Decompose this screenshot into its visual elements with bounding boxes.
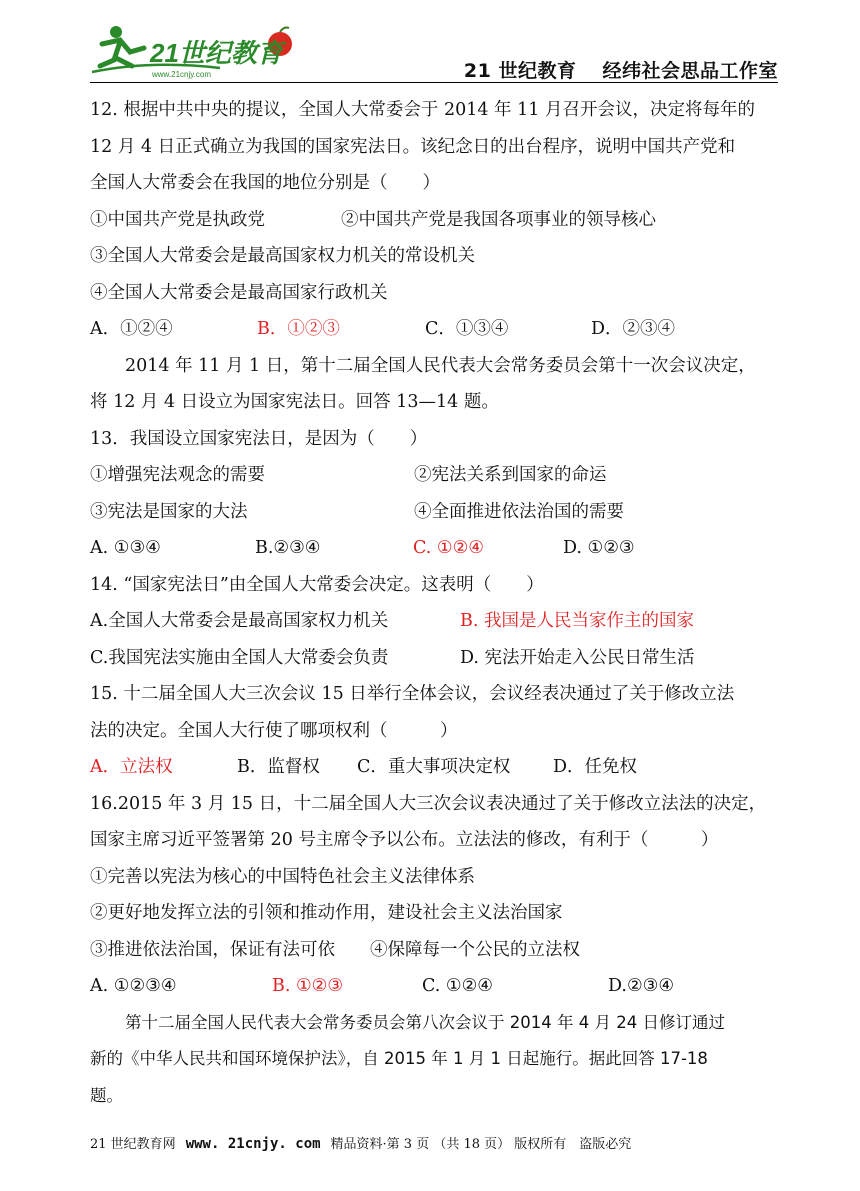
q16-statement-1: ①完善以宪法为核心的中国特色社会主义法律体系 <box>90 866 475 887</box>
q15-options <box>90 749 780 786</box>
q16-statement-3-4: ③推进依法治国，保证有法可依 ④保障每一个公民的立法权 <box>90 939 580 960</box>
q12-statement-row-1 <box>90 202 780 239</box>
q12-statement-1: ①中国共产党是执政党 <box>90 209 265 230</box>
q15-option-c[interactable]: C．重大事项决定权 <box>357 757 511 777</box>
page-footer <box>90 1133 778 1152</box>
q13-statement-3: ③宪法是国家的大法 <box>90 501 248 522</box>
q15-option-d[interactable]: D．任免权 <box>553 757 638 777</box>
q16-stem-1: 16.2015 年 3 月 15 日，十二届全国人大三次会议表决通过了关于修改立法法的决定， <box>90 793 767 814</box>
q13-statement-2: ②宪法关系到国家的命运 <box>414 465 607 485</box>
q14-options-row-1 <box>90 603 780 640</box>
q16-options <box>90 968 780 1005</box>
material-17-18-line-1: 第十二届全国人民代表大会常务委员会第八次会议于 2014 年 4 月 24 日修订通过 <box>125 1012 725 1032</box>
q14-option-b[interactable]: B. 我国是人民当家作主的国家 <box>460 611 694 631</box>
q12-statement-2: ②中国共产党是我国各项事业的领导核心 <box>341 209 656 230</box>
material-13-14-line-2: 将 12 月 4 日设立为国家宪法日。回答 13—14 题。 <box>90 392 499 412</box>
q12-statement-3: ③全国人大常委会是最高国家权力机关的常设机关 <box>90 246 475 266</box>
header-right: 经纬社会思品工作室 <box>602 60 778 82</box>
logo-text: 21世纪教育 <box>150 38 283 68</box>
q12-stem-2: 12 月 4 日正式确立为我国的国家宪法日。该纪念日的出台程序，说明中国共产党和 <box>90 136 736 157</box>
header-left: 21 世纪教育 <box>463 60 577 82</box>
q15-stem-1: 15. 十二届全国人大三次会议 15 日举行全体会议，会议经表决通过了关于修改立法 <box>90 684 735 704</box>
material-17-18-line-2: 新的《中华人民共和国环境保护法》，自 2015 年 1 月 1 日起施行。据此回答 17-18 <box>90 1049 708 1068</box>
q13-statement-row-2 <box>90 494 780 531</box>
q13-option-a[interactable]: A. ①③④ <box>90 538 161 558</box>
header-title <box>464 56 778 83</box>
material-13-14-line-1: 2014 年 11 月 1 日，第十二届全国人民代表大会常务委员会第十一次会议决定， <box>125 355 756 376</box>
site-logo <box>90 22 300 82</box>
page-header <box>90 22 778 84</box>
page-content <box>90 92 780 1114</box>
q13-option-b[interactable]: B.②③④ <box>255 538 321 558</box>
q16-stem-2: 国家主席习近平签署第 20 号主席令予以公布。立法法的修改，有利于（ ） <box>90 830 719 850</box>
footer-site: 21 世纪教育网 <box>90 1137 176 1152</box>
q13-statement-1: ①增强宪法观念的需要 <box>90 465 265 485</box>
header-rule <box>90 82 778 83</box>
q14-stem: 14. “国家宪法日”由全国人大常委会决定。这表明（ ） <box>90 574 544 595</box>
q12-stem-3: 全国人大常委会在我国的地位分别是（ ） <box>90 173 440 193</box>
footer-copyright: 精品资料·第 3 页 （共 18 页） 版权所有 盗版必究 <box>330 1137 632 1152</box>
q12-option-a[interactable]: A．①②④ <box>90 319 173 339</box>
q12-option-d[interactable]: D．②③④ <box>591 319 676 339</box>
q15-option-b[interactable]: B．监督权 <box>237 757 320 777</box>
q14-option-d[interactable]: D. 宪法开始走入公民日常生活 <box>460 647 695 668</box>
q13-option-c[interactable]: C. ①②④ <box>413 538 484 558</box>
q16-option-d[interactable]: D.②③④ <box>608 976 675 996</box>
q12-options <box>90 311 780 348</box>
q15-stem-2: 法的决定。全国人大行使了哪项权利（ ） <box>90 720 458 741</box>
q16-option-a[interactable]: A. ①②③④ <box>90 976 177 996</box>
q16-option-c[interactable]: C. ①②④ <box>422 976 493 996</box>
footer-website[interactable]: www. 21cnjy. com <box>185 1136 321 1152</box>
q16-statement-2: ②更好地发挥立法的引领和推动作用，建设社会主义法治国家 <box>90 903 563 923</box>
q13-option-d[interactable]: D. ①②③ <box>563 538 635 558</box>
q13-statement-row-1 <box>90 457 780 494</box>
q12-option-c[interactable]: C．①③④ <box>425 319 509 339</box>
q15-option-a[interactable]: A．立法权 <box>90 757 173 777</box>
q13-stem: 13．我国设立国家宪法日，是因为（ ） <box>90 428 428 449</box>
logo-url: www.21cnjy.com <box>152 70 211 79</box>
q12-statement-4: ④全国人大常委会是最高国家行政机关 <box>90 282 388 303</box>
q13-statement-4: ④全面推进依法治国的需要 <box>414 501 624 522</box>
q14-options-row-2 <box>90 640 780 677</box>
q14-option-c[interactable]: C.我国宪法实施由全国人大常委会负责 <box>90 647 389 668</box>
material-17-18-line-3: 题。 <box>90 1085 123 1105</box>
q16-option-b[interactable]: B. ①②③ <box>272 976 344 996</box>
q12-stem-1: 12. 根据中共中央的提议，全国人大常委会于 2014 年 11 月召开会议，决定将每年的 <box>90 100 755 120</box>
q13-options <box>90 530 780 567</box>
q14-option-a[interactable]: A.全国人大常委会是最高国家权力机关 <box>90 611 389 631</box>
q12-option-b[interactable]: B．①②③ <box>257 319 340 339</box>
